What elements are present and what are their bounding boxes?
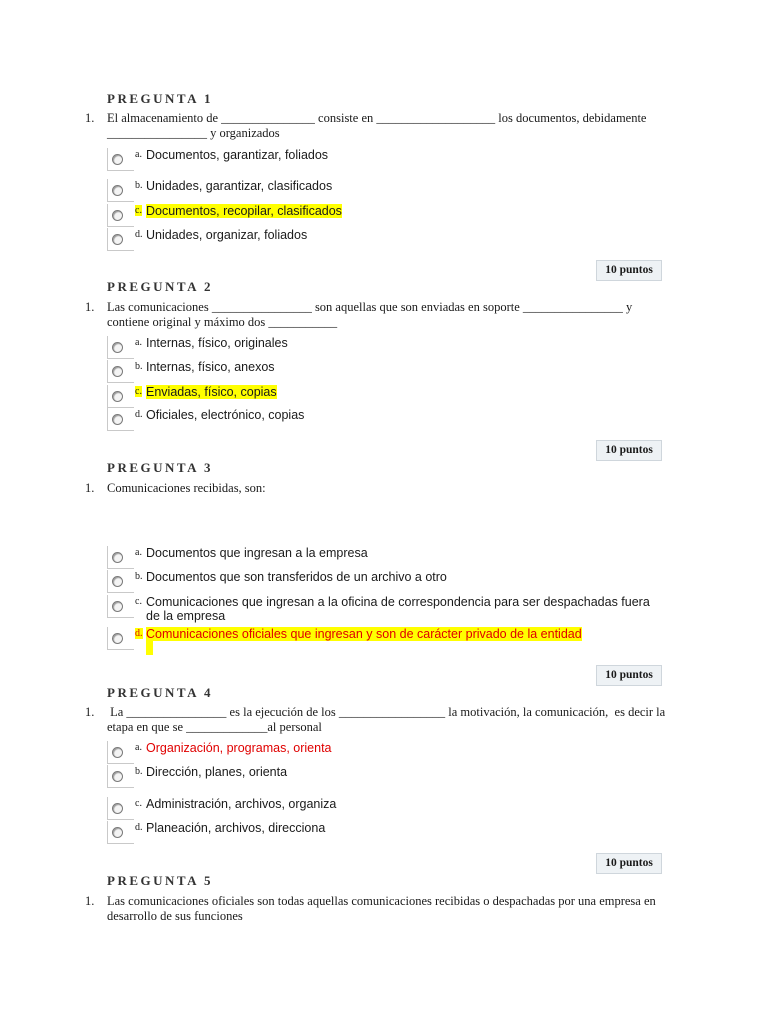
question-3-text: Comunicaciones recibidas, son:	[107, 481, 266, 495]
radio-button[interactable]	[112, 552, 123, 563]
question-1-title: PREGUNTA 1	[107, 91, 214, 106]
radio-box	[107, 360, 134, 383]
question-3-title: PREGUNTA 3	[107, 460, 214, 475]
option-letter: d.	[135, 822, 143, 833]
radio-box	[107, 204, 134, 227]
points-badge-3: 10 puntos	[596, 665, 662, 686]
option-letter: a.	[135, 149, 142, 160]
radio-box	[107, 627, 134, 650]
radio-button[interactable]	[112, 185, 123, 196]
option-text: Unidades, garantizar, clasificados	[146, 179, 333, 193]
option-letter: a.	[135, 337, 142, 348]
question-2-title: PREGUNTA 2	[107, 279, 214, 294]
option-letter: b.	[135, 361, 143, 372]
option-text: Administración, archivos, organiza	[146, 797, 337, 811]
radio-button[interactable]	[112, 747, 123, 758]
option-text: Documentos que ingresan a la empresa	[146, 546, 368, 560]
question-4-text: La ________________ es la ejecución de los _________________ la motivación, la comunicación, es decir la etapa en que se _____________al personal	[107, 705, 669, 734]
points-badge-2: 10 puntos	[596, 440, 662, 461]
radio-button[interactable]	[112, 771, 123, 782]
option-text: Oficiales, electrónico, copias	[146, 408, 305, 422]
highlight-mark	[146, 641, 153, 655]
radio-box	[107, 385, 134, 408]
option-letter: b.	[135, 571, 143, 582]
question-4-number: 1.	[85, 705, 95, 719]
radio-box	[107, 741, 134, 764]
points-badge-4: 10 puntos	[596, 853, 662, 874]
question-5-text: Las comunicaciones oficiales son todas aquellas comunicaciones recibidas o despachadas por una empresa en desarrollo de sus funciones	[107, 894, 656, 923]
radio-button[interactable]	[112, 154, 123, 165]
radio-button[interactable]	[112, 234, 123, 245]
radio-button[interactable]	[112, 803, 123, 814]
radio-button[interactable]	[112, 414, 123, 425]
radio-button[interactable]	[112, 576, 123, 587]
option-text: Planeación, archivos, direcciona	[146, 821, 326, 835]
question-5-title: PREGUNTA 5	[107, 873, 214, 888]
option-text: Documentos que son transferidos de un archivo a otro	[146, 570, 447, 584]
question-2-number: 1.	[85, 300, 95, 314]
radio-box	[107, 595, 134, 618]
option-letter: c.	[135, 205, 142, 216]
option-letter: b.	[135, 766, 143, 777]
option-letter: d.	[135, 628, 143, 639]
option-text: Internas, físico, anexos	[146, 360, 275, 374]
option-text: Organización, programas, orienta	[146, 741, 332, 755]
option-text: Enviadas, físico, copias	[146, 385, 277, 399]
question-5-number: 1.	[85, 894, 95, 908]
radio-box	[107, 765, 134, 788]
option-letter: c.	[135, 386, 142, 397]
radio-box	[107, 570, 134, 593]
question-1-number: 1.	[85, 111, 95, 125]
option-letter: a.	[135, 742, 142, 753]
radio-button[interactable]	[112, 601, 123, 612]
radio-button[interactable]	[112, 342, 123, 353]
option-text: Unidades, organizar, foliados	[146, 228, 308, 242]
radio-box	[107, 408, 134, 431]
question-1-text: El almacenamiento de _______________ consiste en ___________________ los documentos, debidamente ________________ y organizados	[107, 111, 647, 140]
radio-box	[107, 179, 134, 202]
radio-button[interactable]	[112, 633, 123, 644]
option-letter: b.	[135, 180, 143, 191]
points-badge-1: 10 puntos	[596, 260, 662, 281]
radio-box	[107, 148, 134, 171]
question-3-number: 1.	[85, 481, 95, 495]
radio-box	[107, 821, 134, 844]
option-text: Comunicaciones que ingresan a la oficina de correspondencia para ser despachadas fuera de la empresa	[146, 595, 650, 623]
option-letter: c.	[135, 596, 142, 607]
radio-box	[107, 546, 134, 569]
option-text: Documentos, garantizar, foliados	[146, 148, 329, 162]
option-text: Internas, físico, originales	[146, 336, 288, 350]
radio-button[interactable]	[112, 210, 123, 221]
option-text: Comunicaciones oficiales que ingresan y son de carácter privado de la entidad	[146, 627, 582, 641]
option-letter: a.	[135, 547, 142, 558]
question-2-text: Las comunicaciones ________________ son aquellas que son enviadas en soporte ________________ y contiene original y máximo dos ___________	[107, 300, 633, 329]
radio-box	[107, 336, 134, 359]
radio-button[interactable]	[112, 391, 123, 402]
radio-button[interactable]	[112, 827, 123, 838]
option-letter: c.	[135, 798, 142, 809]
option-text: Dirección, planes, orienta	[146, 765, 288, 779]
option-letter: d.	[135, 229, 143, 240]
radio-button[interactable]	[112, 366, 123, 377]
option-text: Documentos, recopilar, clasificados	[146, 204, 342, 218]
radio-box	[107, 797, 134, 820]
option-letter: d.	[135, 409, 143, 420]
question-4-title: PREGUNTA 4	[107, 685, 214, 700]
radio-box	[107, 228, 134, 251]
